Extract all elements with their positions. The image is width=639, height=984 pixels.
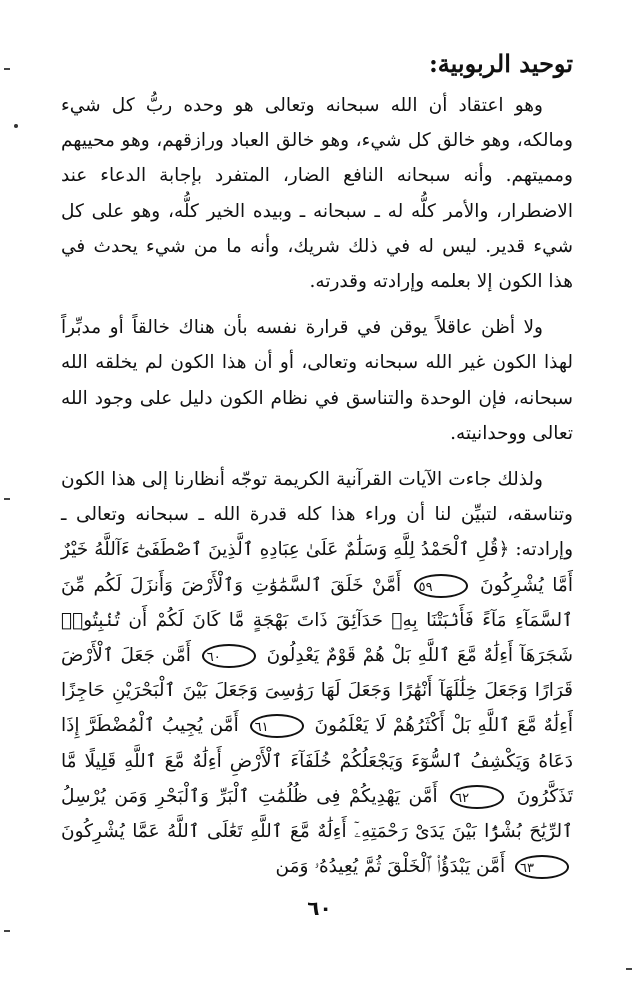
ayah-number-marker: ٦٣ (515, 855, 569, 879)
ayah-number-marker: ٥٩ (414, 574, 468, 598)
paragraph-rububiyyah-definition: وهو اعتقاد أن الله سبحانه وتعالى هو وحده ربُّ كل شيء ومالكه، وهو خالق كل شيء، وهو خالق العباد ورازقهم، وهو محييهم ومميتهم. وأنه سبحانه النافع الضار، المتفرد بإجابة الدعاء عند الاضطرار، والأمر كلُّه له ـ سبحانه ـ وبيده الخير كلُّه، وهو على كل شيء قدير. ليس له في ذلك شريك، وأنه ما من شيء يحدث في هذا الكون إلا بعلمه وإرادته وقدرته. (61, 95, 573, 293)
scan-margin-mark (4, 930, 10, 932)
paragraph-no-other-creator: ولا أظن عاقلاً يوقن في قرارة نفسه بأن هناك خالقاً أو مدبِّراً لهذا الكون غير الله سبحانه وتعالى، أو أن هذا الكون لم يخلقه الله سبحانه، فإن الوحدة والتناسق في نظام الكون دليل على وجود الله تعالى ووحدانيته. (61, 317, 573, 444)
quran-verse: أَمَّن جَعَلَ ٱلْأَرْضَ قَرَارًا وَجَعَلَ خِلَٰلَهَآ أَنْهَٰرًا وَجَعَلَ لَهَا رَوَٰسِىَ وَجَعَلَ بَيْنَ ٱلْبَحْرَيْنِ حَاجِزًا أَءِلَٰهٌ مَّعَ ٱللَّهِ بَلْ أَكْثَرُهُمْ لَا يَعْلَمُونَ (61, 645, 573, 737)
scan-margin-mark (4, 498, 10, 500)
paragraph-quran-verses (61, 462, 573, 884)
scan-margin-mark (4, 68, 10, 70)
ayah-number-marker: ٦٠ (202, 644, 256, 668)
ayah-number-marker: ٦١ (250, 714, 304, 738)
page-number: ٦٠ (307, 896, 332, 920)
scan-margin-mark (626, 968, 632, 970)
scan-margin-dot (14, 124, 18, 128)
section-heading: توحيد الربوبية: (428, 49, 573, 78)
quran-verse: أَمَّن يَبْدَؤُا۟ ٱلْخَلْقَ ثُمَّ يُعِيدُهُۥ وَمَن (275, 856, 506, 878)
quran-verse: أَمَّن يَهْدِيكُمْ فِى ظُلُمَٰتِ ٱلْبَرِّ وَٱلْبَحْرِ وَمَن يُرْسِلُ ٱلرِّيَٰحَ بُشْرًۢا بَيْنَ يَدَىْ رَحْمَتِهِۦٓ أَءِلَٰهٌ مَّعَ ٱللَّهِ تَعَٰلَى ٱللَّهُ عَمَّا يُشْرِكُونَ (61, 785, 573, 843)
quran-verse: أَمَّن يُجِيبُ ٱلْمُضْطَرَّ إِذَا دَعَاهُ وَيَكْشِفُ ٱلسُّوٓءَ وَيَجْعَلُكُمْ خُلَفَآءَ ٱلْأَرْضِ أَءِلَٰهٌ مَّعَ ٱللَّهِ قَلِيلًا مَّا تَذَكَّرُونَ (61, 715, 574, 807)
body-text (61, 88, 573, 884)
quran-intro: ولذلك جاءت الآيات القرآنية الكريمة توجّه أنظارنا إلى هذا الكون وتناسقه، لتبيِّن لنا أن وراء هذا كله قدرة الله ـ سبحانه وتعالى ـ وإرادته: (61, 469, 573, 561)
quran-verse: أَمَّنْ خَلَقَ ٱلسَّمَٰوَٰتِ وَٱلْأَرْضَ وَأَنزَلَ لَكُم مِّنَ ٱلسَّمَآءِ مَآءً فَأَنۢبَتْنَا بِهِۦ حَدَآئِقَ ذَاتَ بَهْجَةٍ مَّا كَانَ لَكُمْ أَن تُنۢبِتُوا۟ شَجَرَهَآ أَءِلَٰهٌ مَّعَ ٱللَّهِ بَلْ هُمْ قَوْمٌ يَعْدِلُونَ (61, 574, 573, 667)
quran-verse: ﴿قُلِ ٱلْحَمْدُ لِلَّهِ وَسَلَٰمٌ عَلَىٰ عِبَادِهِ ٱلَّذِينَ ٱصْطَفَىٰٓ ءَآللَّهُ خَيْرٌ أَمَّا يُشْرِكُونَ (61, 539, 573, 596)
ayah-number-marker: ٦٢ (450, 785, 504, 809)
